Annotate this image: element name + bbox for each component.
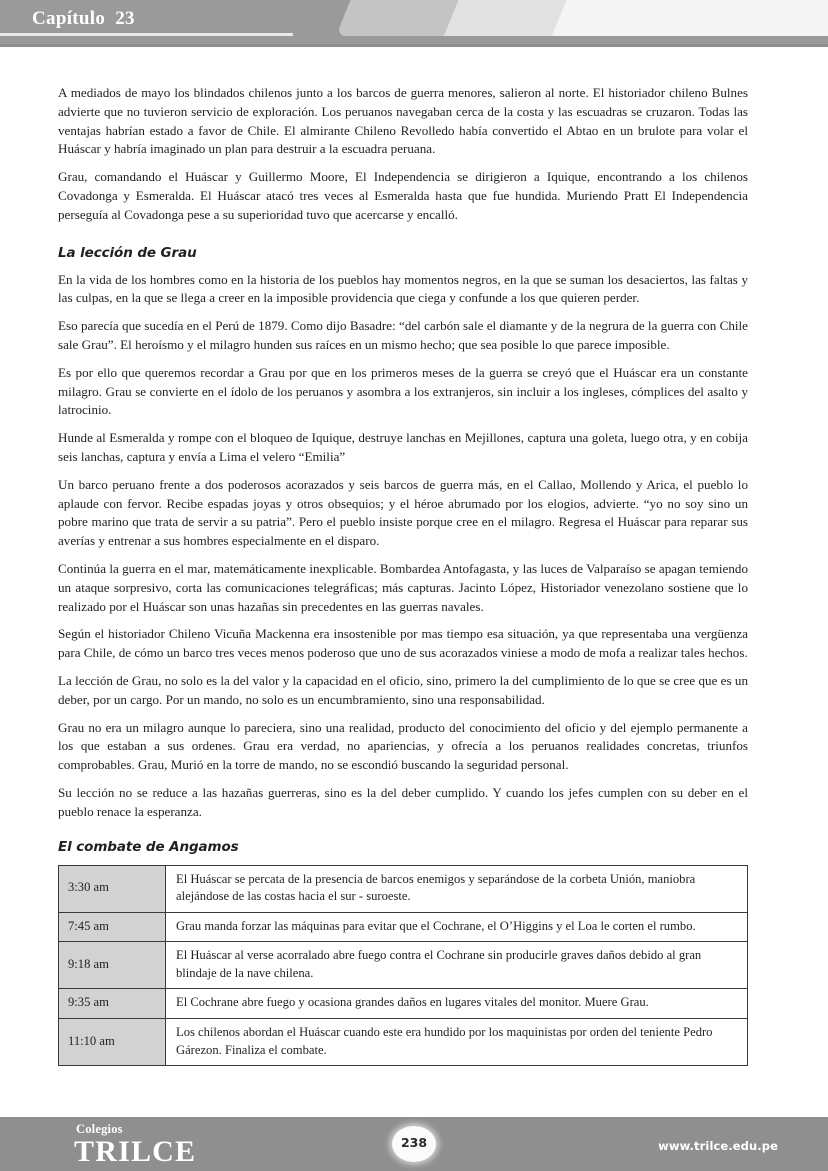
brand-logo-name: TRILCE bbox=[74, 1135, 197, 1168]
event-description: El Huáscar se percata de la presencia de barcos enemigos y separándose de la corbeta Unión, maniobra alejándose de las costas hacia el sur - suroeste. bbox=[166, 865, 748, 912]
event-description: El Cochrane abre fuego y ocasiona grandes daños en lugares vitales del monitor. Muere Grau. bbox=[166, 989, 748, 1019]
section-heading-la-leccion-de-grau: La lección de Grau bbox=[58, 244, 197, 261]
event-time: 11:10 am bbox=[59, 1019, 166, 1066]
table-row bbox=[59, 865, 748, 912]
website-url: www.trilce.edu.pe bbox=[658, 1139, 778, 1153]
event-description: El Huáscar al verse acorralado abre fuego contra el Cochrane sin producirle graves daños debido al gran blindaje de la nave chilena. bbox=[166, 942, 748, 989]
header-decor-shape-c bbox=[552, 0, 828, 36]
page-number: 238 bbox=[400, 1135, 428, 1150]
header-bottom-border bbox=[0, 44, 828, 47]
paragraph: Grau no era un milagro aunque lo pareciera, sino una realidad, producto del conocimiento del oficio y del ejemplo permanente a los que estaban a sus ordenes. Grau era verdad, no apariencias, y ofrecía a los peruanos realidades concretas, triunfos comprobables. Grau, Murió en la torre de mando, no se escondió buscando la seguridad personal. bbox=[58, 719, 748, 773]
paragraph: Grau, comandando el Huáscar y Guillermo Moore, El Independencia se dirigieron a Iquique, encontrando a los chilenos Covadonga y Esmeralda. El Huáscar atacó tres veces al Esmeralda hasta que fue hundida. Muriendo Pratt El Independencia perseguía al Covadonga pese a su superioridad tuvo que acercarse y encalló. bbox=[58, 169, 748, 222]
page-header bbox=[0, 0, 828, 47]
paragraph: Eso parecía que sucedía en el Perú de 1879. Como dijo Basadre: “del carbón sale el diamante y de la negrura de la guerra con Chile sale Grau”. El heroísmo y el milagro hunden sus raíces en un mismo hecho; que sea posible lo que parece imposible. bbox=[58, 318, 748, 352]
event-time: 9:18 am bbox=[59, 942, 166, 989]
brand-logo bbox=[74, 1122, 196, 1167]
paragraph: Según el historiador Chileno Vicuña Mackenna era insostenible por mas tiempo esa situación, ya que representaba una vergüenza para Chile, de cómo un barco tres veces menos poderoso que uno de sus acorazados viniese a modo de mofa a realizar tales hechos. bbox=[58, 626, 748, 661]
event-time: 9:35 am bbox=[59, 989, 166, 1019]
event-description: Los chilenos abordan el Huáscar cuando este era hundido por los maquinistas por orden del teniente Pedro Gárezon. Finaliza el combate. bbox=[166, 1019, 748, 1066]
paragraph: La lección de Grau, no solo es la del valor y la capacidad en el oficio, sino, primero la del cumplimiento de lo que se cree que es un deber, por un cargo. Por un mando, no solo es un encumbramiento, sino una responsabilidad. bbox=[58, 672, 748, 707]
paragraph: Un barco peruano frente a dos poderosos acorazados y seis barcos de guerra más, en el Callao, Mollendo y Arica, el pueblo lo aplaude con fervor. Recibe espadas joyas y otros obsequios; y el héroe abrumado por los elogios, advierte. “yo no soy sino un pobre marino que trata de servir a su patria”. Pero el pueblo insiste porque cree en el milagro. Regresa el Huáscar para reparar sus averías y entrenar a sus hombres especialmente en el disparo. bbox=[58, 476, 748, 549]
paragraph: Es por ello que queremos recordar a Grau por que en los primeros meses de la guerra se creyó que el Huáscar era un constante milagro. Grau se convierte en el ídolo de los peruanos y asombra a los extranjeros, sin incluir a los ingleses, cómplices del asalto y latrocinio. bbox=[58, 364, 748, 418]
table-row bbox=[59, 912, 748, 942]
paragraph: En la vida de los hombres como en la historia de los pueblos hay momentos negros, en la que se suman los desaciertos, las faltas y las culpas, en la que se llega a creer en la imposible providencia que ciega y confunde a los que quieren perder. bbox=[58, 271, 748, 306]
paragraph: Su lección no se reduce a las hazañas guerreras, sino es la del deber cumplido. Y cuando los jefes cumplen con su deber en el pueblo renace la esperanza. bbox=[58, 784, 748, 819]
brand-logo-subtitle: Colegios bbox=[76, 1122, 123, 1136]
document-content bbox=[58, 84, 748, 1066]
paragraph: Hunde al Esmeralda y rompe con el bloqueo de Iquique, destruye lanchas en Mejillones, captura una goleta, luego otra, y en cobija seis lanchas, captura y envía a Lima el velero “Emilia” bbox=[58, 430, 748, 464]
table-row bbox=[59, 1019, 748, 1066]
paragraph: Continúa la guerra en el mar, matemáticamente inexplicable. Bombardea Antofagasta, y las luces de Valparaíso se apagan temiendo un ataque sorpresivo, corta las comunicaciones telegráficas; más capturas. Jacinto López, Historiador venezolano sostiene que lo realizado por el Huáscar son unas hazañas sin precedentes en las guerras navales. bbox=[58, 560, 748, 614]
chapter-title: Capítulo 23 bbox=[32, 8, 135, 29]
section-heading-el-combate-de-angamos: El combate de Angamos bbox=[58, 838, 239, 855]
event-description: Grau manda forzar las máquinas para evitar que el Cochrane, el O’Higgins y el Loa le corten el rumbo. bbox=[166, 912, 748, 942]
header-underline-rule bbox=[0, 33, 293, 36]
paragraph: A mediados de mayo los blindados chilenos junto a los barcos de guerra menores, salieron al norte. El historiador chileno Bulnes advierte que no tuvieron servicio de exploración. Los peruanos navegaban cerca de la costa y las escuadras se cruzaron. Todas las ventajas habrían estado a favor de Chile. El almirante Chileno Revolledo había convertido el Abtao en un brulote para volar el Huáscar y habría imaginado un plan para destruir a la escuadra peruana. bbox=[58, 85, 748, 157]
event-time: 3:30 am bbox=[59, 865, 166, 912]
table-row bbox=[59, 989, 748, 1019]
table-row bbox=[59, 942, 748, 989]
event-time: 7:45 am bbox=[59, 912, 166, 942]
angamos-events-table bbox=[58, 865, 748, 1067]
page-number-badge bbox=[392, 1126, 436, 1162]
